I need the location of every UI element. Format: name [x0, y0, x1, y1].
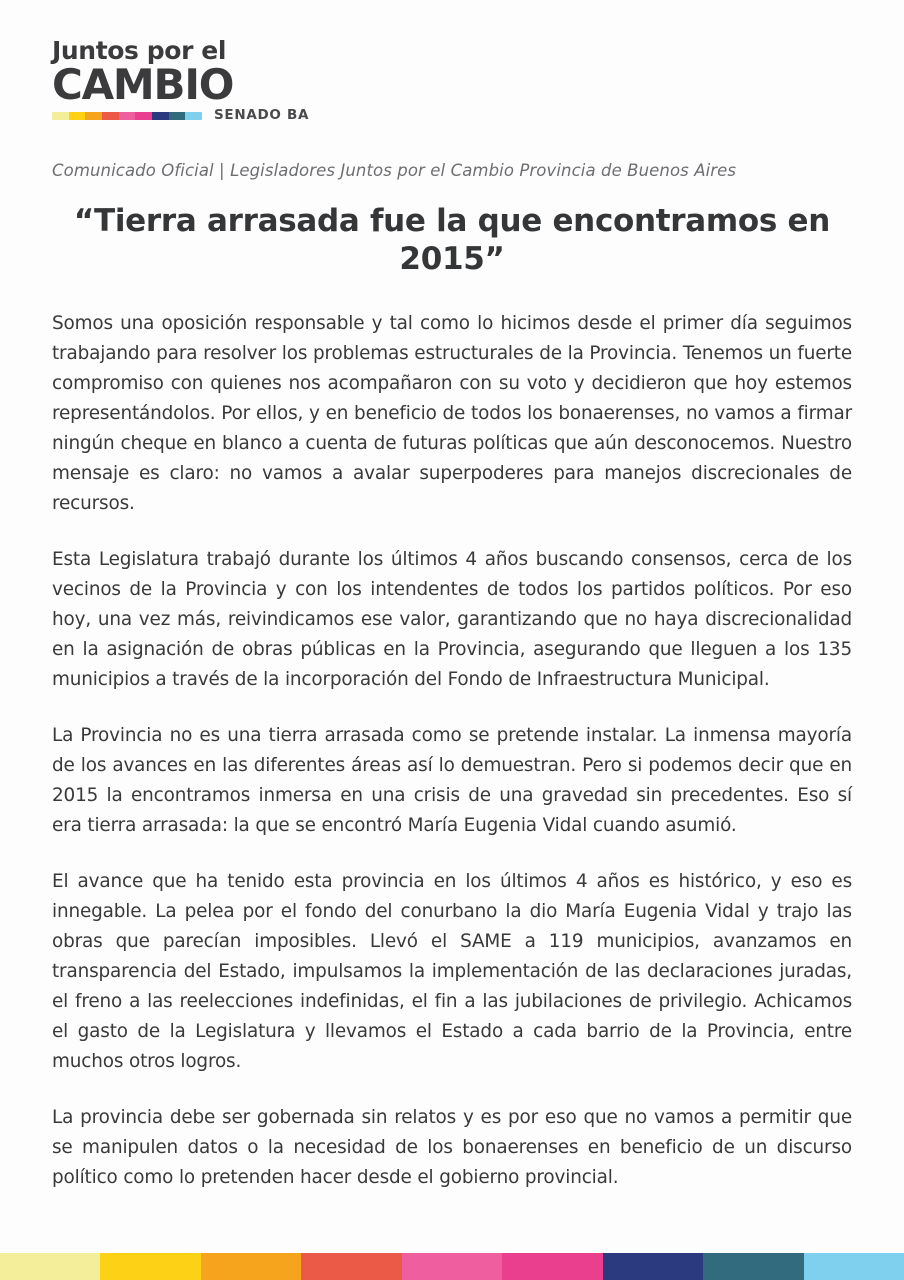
- body-paragraph: Esta Legislatura trabajó durante los últimos 4 años buscando consensos, cerca de los vecinos de la Provincia y con los intendentes de todos los partidos políticos. Por eso hoy, una vez más, reivindicamos ese valor, garantizando que no haya discrecionalidad en la asignación de obras públicas en la Provincia, asegurando que lleguen a los 135 municipios a través de la incorporación del Fondo de Infraestructura Municipal.: [52, 549, 852, 691]
- footer-bar-segment-1: [0, 1253, 100, 1280]
- body-paragraph: El avance que ha tenido esta provincia en los últimos 4 años es histórico, y eso es innegable. La pelea por el fondo del conurbano la dio María Eugenia Vidal y trajo las obras que parecían imposibles. Llevó el SAME a 119 municipios, avanzamos en transparencia del Estado, impulsamos la implementación de las declaraciones juradas, el freno a las reelecciones indefinidas, el fin a las jubilaciones de privilegio. Achicamos el gasto de la Legislatura y llevamos el Estado a cada barrio de la Provincia, entre muchos otros logros.: [52, 871, 852, 1073]
- footer-bar-segment-3: [201, 1253, 301, 1280]
- footer-bar-segment-9: [804, 1253, 904, 1280]
- logo-subtitle-senado-ba: SENADO BA: [214, 106, 310, 123]
- body-paragraph: La Provincia no es una tierra arrasada como se pretende instalar. La inmensa mayoría de los avances en las diferentes áreas así lo demuestran. Pero si podemos decir que en 2015 la encontramos inmersa en una crisis de una gravedad sin precedentes. Eso sí era tierra arrasada: la que se encontró María Eugenia Vidal cuando asumió.: [52, 725, 852, 837]
- logo-strip-segment-4: [102, 112, 119, 120]
- page-title: “Tierra arrasada fue la que encontramos en 2015”: [73, 202, 831, 278]
- logo-strip-segment-9: [185, 112, 202, 120]
- footer-bar-segment-8: [703, 1253, 803, 1280]
- body-paragraph: Somos una oposición responsable y tal como lo hicimos desde el primer día seguimos trabajando para resolver los problemas estructurales de la Provincia. Tenemos un fuerte compromiso con quienes nos acompañaron con su voto y decidieron que hoy estemos representándolos. Por ellos, y en beneficio de todos los bonaerenses, no vamos a firmar ningún cheque en blanco a cuenta de futuras políticas que aún desconocemos. Nuestro mensaje es claro: no vamos a avalar superpoderes para manejos discrecionales de recursos.: [52, 313, 852, 515]
- logo-strip-segment-5: [119, 112, 136, 120]
- body-paragraph: La provincia debe ser gobernada sin relatos y es por eso que no vamos a permitir que se manipulen datos o la necesidad de los bonaerenses en beneficio de un discurso político como lo pretenden hacer desde el gobierno provincial.: [52, 1107, 852, 1189]
- logo-strip-row: [52, 106, 310, 123]
- body-copy: [52, 309, 852, 1280]
- document-header: [0, 0, 904, 125]
- footer-color-bar: [0, 1253, 904, 1280]
- kicker-line: Comunicado Oficial | Legisladores Juntos por el Cambio Provincia de Buenos Aires: [52, 160, 737, 180]
- logo-strip-segment-3: [85, 112, 102, 120]
- footer-bar-segment-7: [603, 1253, 703, 1280]
- logo-strip-segment-2: [69, 112, 86, 120]
- footer-bar-segment-4: [301, 1253, 401, 1280]
- logo-strip-segment-1: [52, 112, 69, 120]
- footer-bar-segment-2: [100, 1253, 200, 1280]
- logo-strip-segment-8: [169, 112, 186, 120]
- logo-color-strip: [52, 112, 202, 120]
- logo-line-juntos-por-el: Juntos por el: [52, 36, 227, 65]
- logo-strip-segment-7: [152, 112, 169, 120]
- footer-bar-segment-5: [402, 1253, 502, 1280]
- footer-bar-segment-6: [502, 1253, 602, 1280]
- juntos-por-el-cambio-logo: [52, 38, 309, 121]
- logo-strip-segment-6: [135, 112, 152, 120]
- logo-line-cambio: CAMBIO: [52, 60, 234, 109]
